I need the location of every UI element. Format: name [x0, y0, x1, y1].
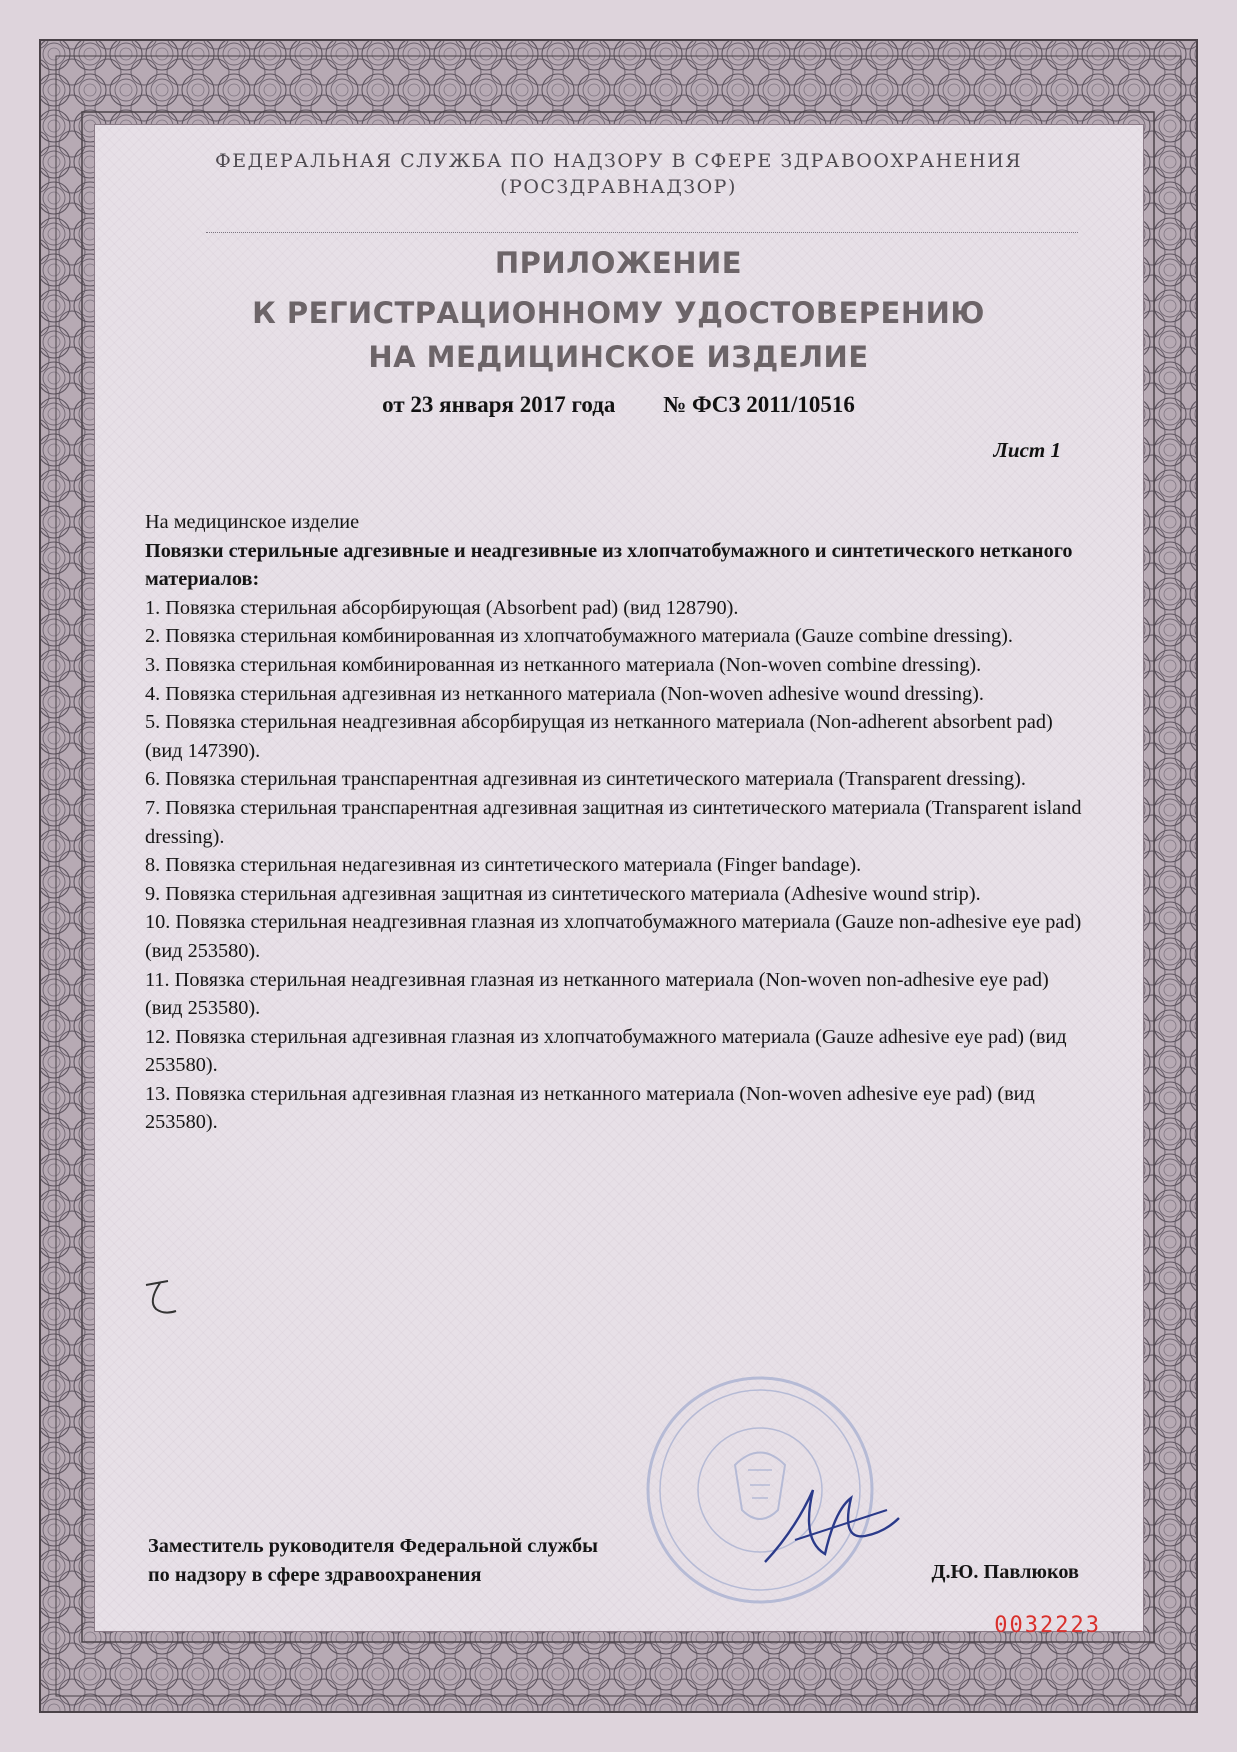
- signer-title: [148, 1532, 598, 1590]
- list-item: 1. Повязка стерильная абсорбирующая (Absorbent pad) (вид 128790).: [145, 596, 739, 619]
- document-subtitle-line1: К РЕГИСТРАЦИОННОМУ УДОСТОВЕРЕНИЮ: [252, 296, 985, 330]
- agency-name: ФЕДЕРАЛЬНАЯ СЛУЖБА ПО НАДЗОРУ В СФЕРЕ ЗДРАВООХРАНЕНИЯ: [214, 150, 1023, 172]
- registration-number: № ФСЗ 2011/10516: [663, 392, 855, 417]
- list-item: 9. Повязка стерильная адгезивная защитная из синтетического материала (Adhesive wound strip).: [145, 882, 981, 905]
- signer-title-line2: по надзору в сфере здравоохранения: [148, 1564, 482, 1586]
- product-name: Повязки стерильные адгезивные и неадгезивные из хлопчатобумажного и синтетического нетканого материалов:: [145, 539, 1073, 591]
- sheet-number: Лист 1: [993, 438, 1061, 462]
- list-item: 5. Повязка стерильная неадгезивная абсорбирущая из нетканного материала (Non-adherent absorbent pad) (вид 147390).: [145, 711, 1053, 762]
- intro-text: На медицинское изделие: [145, 511, 360, 533]
- list-item: 2. Повязка стерильная комбинированная из хлопчатобумажного материала (Gauze combine dressing).: [145, 625, 1013, 648]
- list-item: 10. Повязка стерильная неадгезивная глазная из хлопчатобумажного материала (Gauze non-adhesive eye pad) (вид 253580).: [145, 911, 1082, 962]
- signer-name: Д.Ю. Павлюков: [931, 1561, 1079, 1583]
- product-description: [145, 508, 1085, 1137]
- list-item: 11. Повязка стерильная неадгезивная глазная из нетканного материала (Non-woven non-adhesive eye pad) (вид 253580).: [145, 968, 1049, 1020]
- list-item: 6. Повязка стерильная транспарентная адгезивная из синтетического материала (Transparent dressing).: [145, 768, 1026, 791]
- registration-line: [0, 392, 1237, 418]
- dotted-divider: [206, 232, 1078, 233]
- list-item: 7. Повязка стерильная транспарентная адгезивная защитная из синтетического материала (Transparent island dressing).: [145, 796, 1082, 848]
- list-item: 3. Повязка стерильная комбинированная из нетканного материала (Non-woven combine dressing).: [145, 653, 982, 676]
- document-subtitle-line2: НА МЕДИЦИНСКОЕ ИЗДЕЛИЕ: [368, 340, 869, 374]
- agency-abbreviation: (РОСЗДРАВНАДЗОР): [500, 176, 737, 198]
- list-item: 4. Повязка стерильная адгезивная из нетканного материала (Non-woven adhesive wound dressing).: [145, 682, 984, 705]
- registration-date: от 23 января 2017 года: [382, 392, 616, 417]
- list-item: 13. Повязка стерильная адгезивная глазная из нетканного материала (Non-woven adhesive eye pad) (вид 253580).: [145, 1082, 1035, 1134]
- document-title: ПРИЛОЖЕНИЕ: [494, 246, 743, 280]
- list-item: 12. Повязка стерильная адгезивная глазная из хлопчатобумажного материала (Gauze adhesive eye pad) (вид 253580).: [145, 1025, 1067, 1077]
- handwritten-signature: [755, 1470, 905, 1580]
- signer-title-line1: Заместитель руководителя Федеральной службы: [148, 1535, 598, 1557]
- serial-number: 0032223: [994, 1613, 1101, 1638]
- handwritten-mark: [138, 1275, 188, 1325]
- list-item: 8. Повязка стерильная недагезивная из синтетического материала (Finger bandage).: [145, 854, 862, 877]
